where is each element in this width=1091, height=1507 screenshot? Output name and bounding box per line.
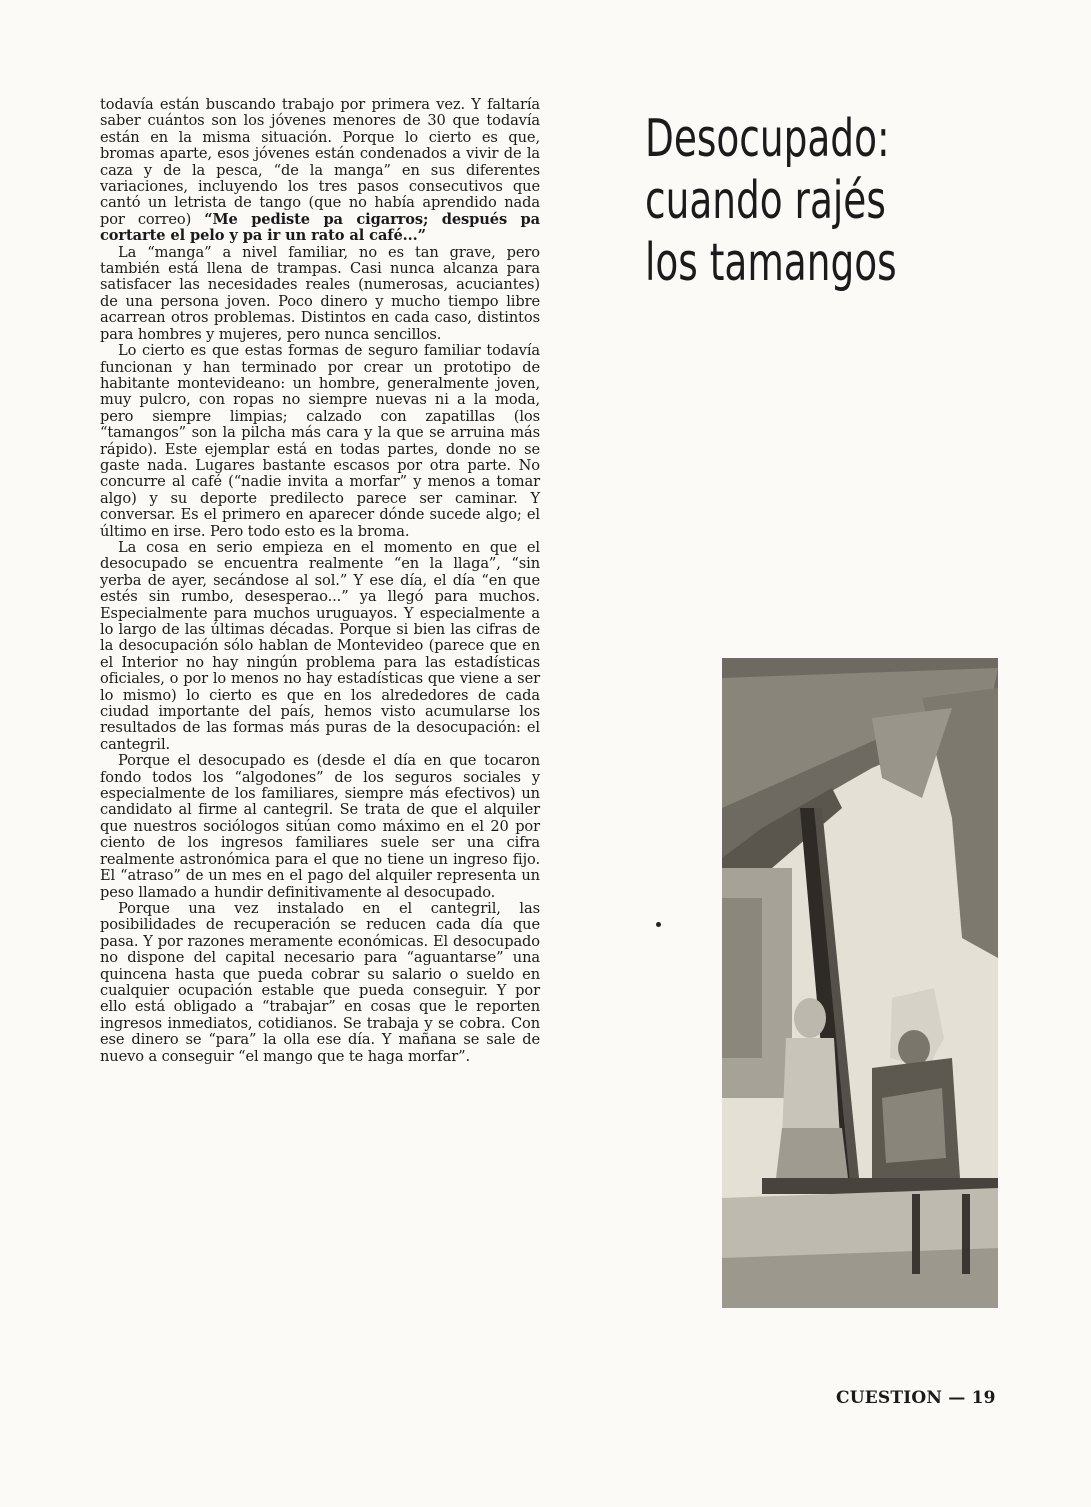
article-paragraph: Porque el desocupado es (desde el día en que tocaron fondo todos los “algodones” de los seguros sociales y especialmente de los familiares, siempre más efectivos) un candidato al firme al cantegril. Se trata de que el alquiler que nuestros sociólogos sitúan como máximo en el 20 por ciento de los ingresos familiares suele ser una cifra realmente astronómica para el que no tiene un ingreso fijo. El “atraso” de un mes en el pago del alquiler representa un peso llamado a hundir definitivamente al desocupado. [100,752,540,901]
article-paragraph: La cosa en serio empieza en el momento en que el desocupado se encuentra realmente “en la llaga”, “sin yerba de ayer, secándose al sol.” Y ese día, el día “en que estés sin rumbo, desesperao...” ya llegó para muchos. Especialmente para muchos uruguayos. Y especialmente a lo largo de las últimas décadas. Porque si bien las cifras de la desocupación sólo hablan de Montevideo (parece que en el Interior no hay ningún problema para las estadísticas oficiales, o por lo menos no hay estadísticas que viene a ser lo mismo) lo cierto es que en los alrededores de cada ciudad importante del país, hemos visto acumularse los resultados de las formas más puras de la desocupación: el cantegril. [100,538,540,753]
article-paragraph: Lo cierto es que estas formas de seguro familiar todavía funcionan y han terminado por crear un prototipo de habitante montevideano: un hombre, generalmente joven, muy pulcro, con ropas no siempre nuevas ni a la moda, pero siempre limpias; calzado con zapatillas (los “tamangos” son la pilcha más cara y la que se arruina más rápido). Este ejemplar está en todas partes, donde no se gaste nada. Lugares bastante escasos por otra parte. No concurre al café (“nadie invita a morfar” y menos a tomar algo) y su deporte predilecto parece ser caminar. Y conversar. Es el primero en aparecer dónde sucede algo; el último en irse. Pero todo esto es la broma. [100,342,540,540]
article-headline [645,108,897,294]
article-paragraph: Porque una vez instalado en el cantegril, las posibilidades de recuperación se reducen cada día que pasa. Y por razones meramente económicas. El desocupado no dispone del capital necesario para “aguantarse” una quincena hasta que pueda cobrar su salario o sueldo en cualquier ocupación estable que pueda conseguir. Y por ello está obligado a “trabajar” en cosas que le reporten ingresos inmediatos, cotidianos. Se trabaja y se cobra. Con ese dinero se “para” la olla ese día. Y mañana se sale de nuevo a conseguir “el mango que te haga morfar”. [100,899,540,1065]
paragraph-text: todavía están buscando trabajo por primera vez. Y faltaría saber cuántos son los jóvenes menores de 30 que todavía están en la misma situación. Porque lo cierto es que, bromas aparte, esos jóvenes están condenados a vivir de la caza y de la pesca, “de la manga” en sus diferentes variaciones, incluyendo los tres pasos consecutivos que cantó un letrista de tango (que no había aprendido nada por correo) [100,96,540,228]
stray-ink-dot [656,922,661,927]
article-paragraph [100,97,540,245]
page-footer: CUESTION — 19 [836,1388,996,1408]
tango-quote: “Me pediste pa cigarros; después pa cortarte el pelo y pa ir un rato al café...” [100,210,540,245]
headline-line-2: cuando rajés [645,171,886,231]
headline-line-1: Desocupado: [645,109,890,169]
article-paragraph: La “manga” a nivel familiar, no es tan grave, pero también está llena de trampas. Casi nunca alcanza para satisfacer las necesidades reales (numerosas, acuciantes) de una persona joven. Poco dinero y mucho tiempo libre acarrean otros problemas. Distintos en cada caso, distintos para hombres y mujeres, pero nunca sencillos. [100,243,540,343]
headline-line-3: los tamangos [645,233,897,293]
cantegril-photo [722,658,998,1308]
article-body [100,97,540,1065]
photo-illustration [722,658,998,1308]
